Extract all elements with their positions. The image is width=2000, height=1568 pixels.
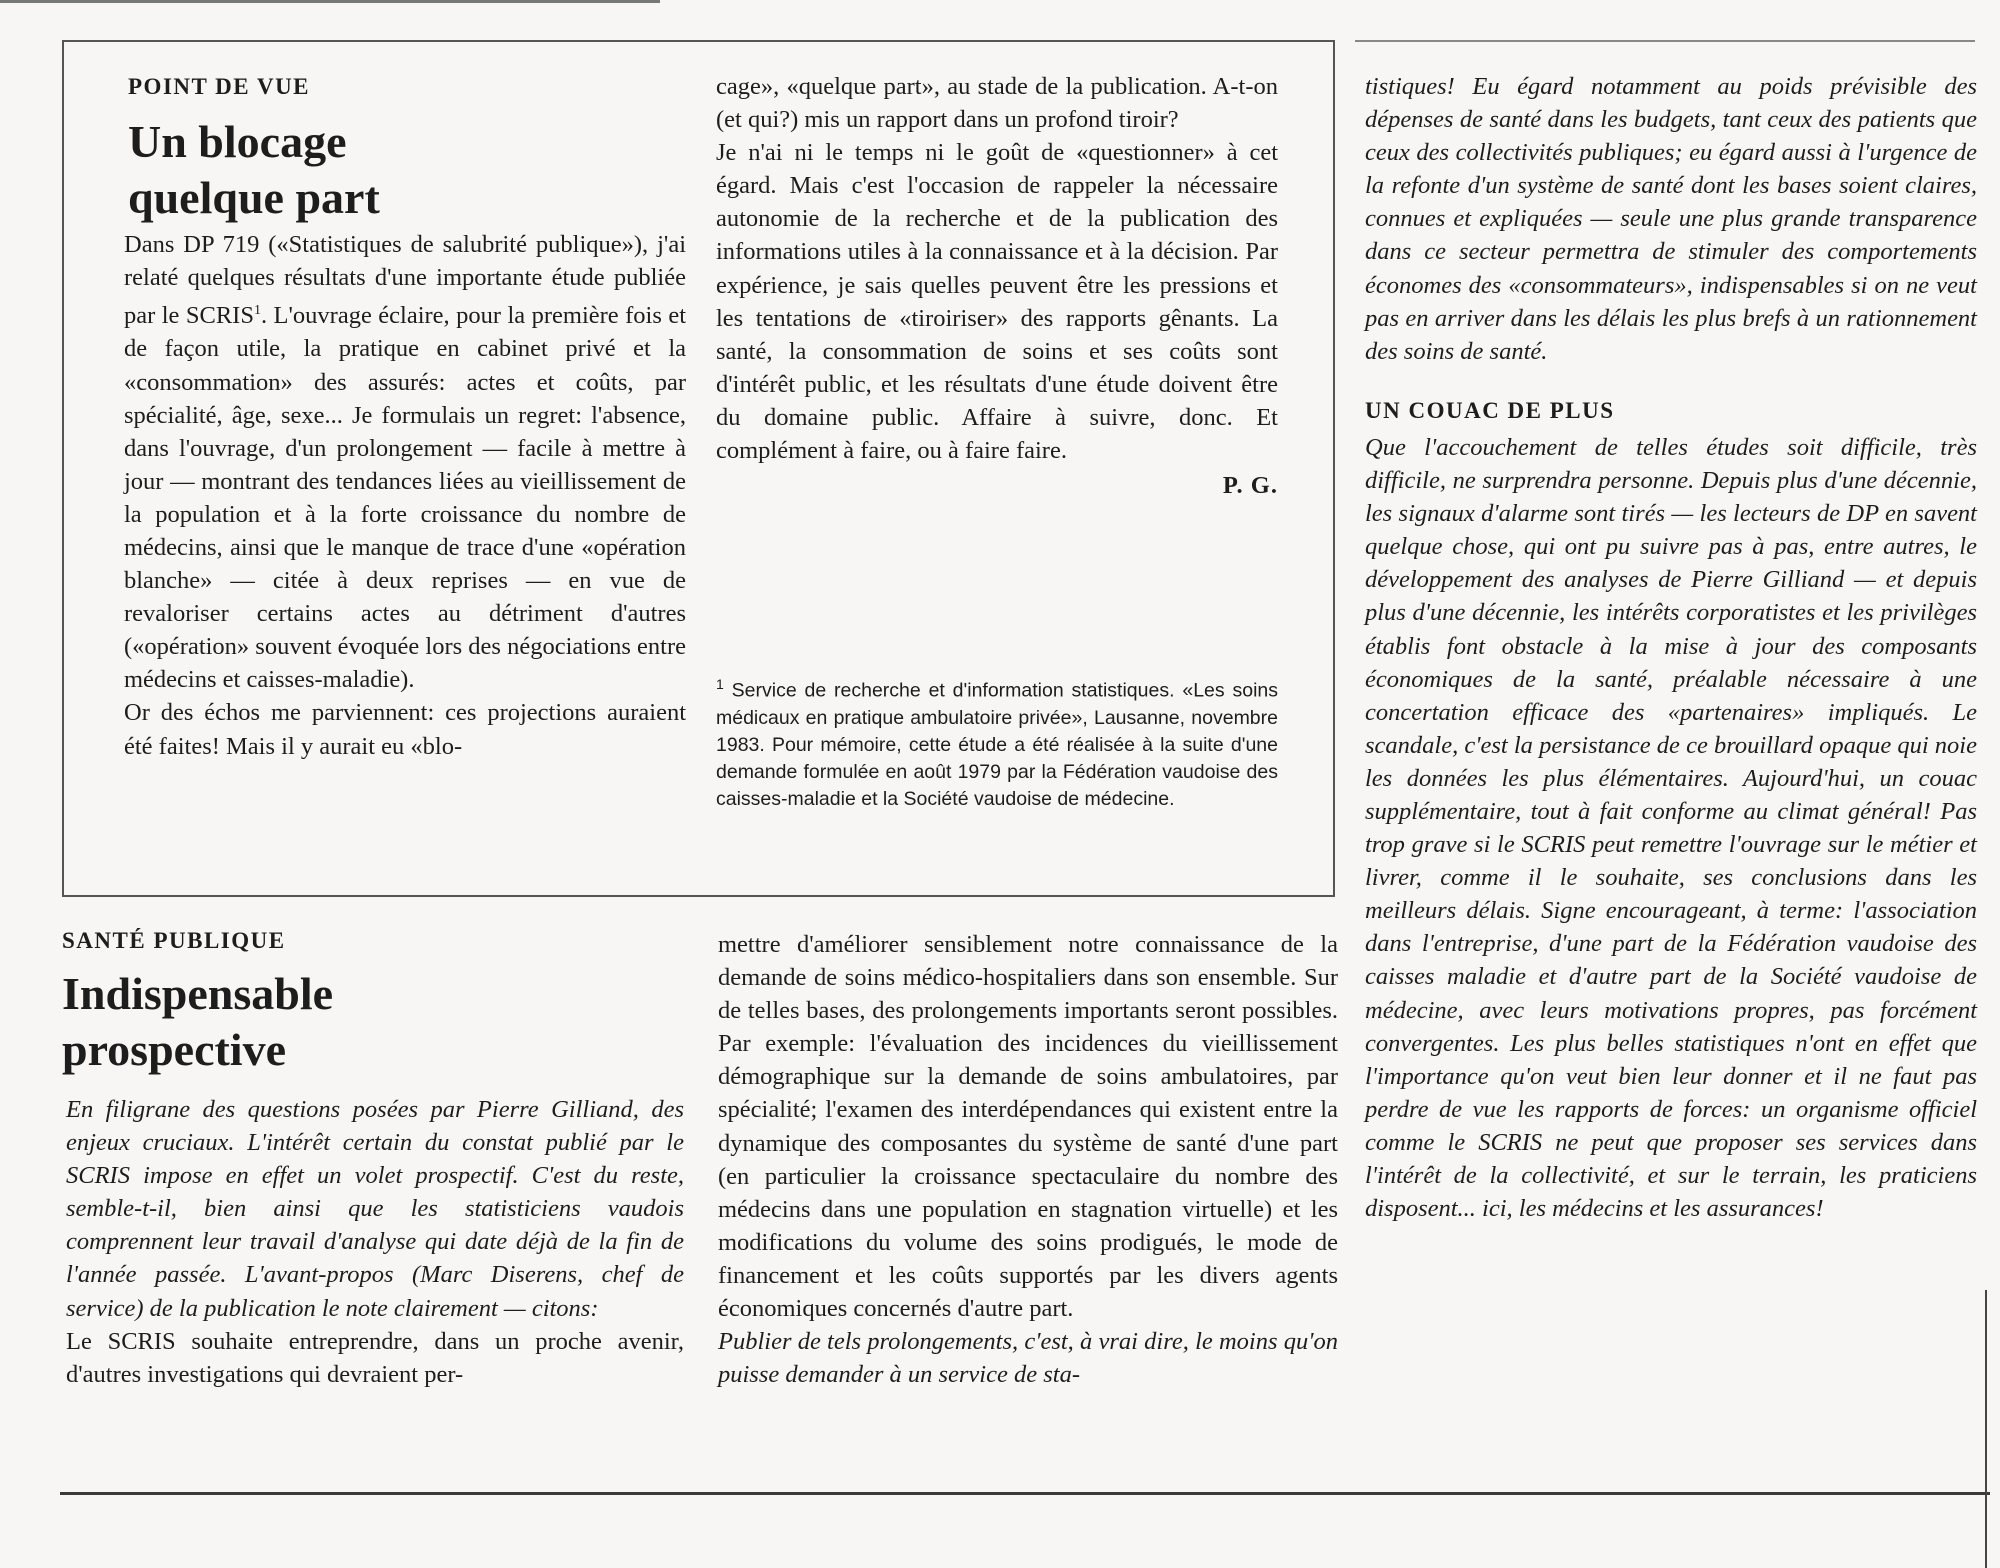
headline-line-1: Un blocage xyxy=(128,116,347,167)
column-3 xyxy=(1365,70,1977,1225)
headline-line-2: prospective xyxy=(62,1024,287,1075)
paragraph: mettre d'améliorer sensiblement notre connaissance de la demande de soins médico-hospitaliers dans son ensemble. Sur de telles bases, des prolongements importants seront possibles. Par exemple: l'évaluation des incidences du vieillissement démographique sur la demande de soins ambulatoires, par spécialité; l'examen des interdépendances qui existent entre la dynamique des composantes du système de santé d'une part (en particulier la croissance spectaculaire du nombre des médecins dans une population en stagnation virtuelle) et les modifications du volume des soins prodigués, le mode de financement et les coûts supportés par les divers agents économiques concernés d'autre part. xyxy=(718,931,1338,1323)
footnote xyxy=(716,671,1278,814)
bottom-rule xyxy=(60,1492,1990,1495)
paragraph: Que l'accouchement de telles études soit difficile, très difficile, ne surprendra personne. Depuis plus d'une décennie, les signaux d'alarme sont tirés — les lecteurs de DP en savent quelque chose, qui ont pu suivre pas à pas, entre autres, le développement des analyses de Pierre Gilliand — et depuis plus d'une décennie, les intérêts corporatistes et les privilèges établis font obstacle à la mise à jour des composants économiques de la santé, préalable nécessaire à une concertation efficace des «partenaires» impliqués. Le scandale, c'est la persistance de ce brouillard opaque qui noie les données les plus élémentaires. Aujourd'hui, un couac supplémentaire, tout à fait conforme au climat général! Pas trop grave si le SCRIS peut remettre l'ouvrage sur le métier et livrer, comme il le souhaite, ses conclusions dans les meilleurs délais. Signe encourageant, à terme: l'association dans l'entreprise, d'une part de la Fédération vaudoise des caisses maladie et d'autre part de la Société vaudoise de médecine, avec leurs motivations propres, pas forcément convergentes. Les plus belles statistiques n'ont en effet que l'importance qu'on veut bien leur donner et il ne faut pas perdre de vue les rapports de forces: un organisme officiel comme le SCRIS ne peut que proposer ses services dans l'intérêt de la collectivité, et sur le terrain, les praticiens disposent... ici, les médecins et les assurances! xyxy=(1365,433,1977,1223)
column-1 xyxy=(124,228,686,763)
footnote-text: Service de recherche et d'information statistiques. «Les soins médicaux en pratique ambulatoire privée», Lausanne, novembre 1983. Pour mémoire, cette étude a été réalisée à la suite d'une demande formulée en août 1979 par la Fédération vaudoise des caisses-maladie et la Société vaudoise de médecine. xyxy=(716,679,1278,811)
subhead-couac: UN COUAC DE PLUS xyxy=(1365,397,1615,423)
paragraph: Publier de tels prolongements, c'est, à vrai dire, le moins qu'on puisse demander à un service de sta- xyxy=(718,1328,1338,1389)
column-2 xyxy=(716,70,1278,502)
kicker-sante-publique: SANTÉ PUBLIQUE xyxy=(62,928,286,953)
paragraph xyxy=(124,228,686,696)
box-top-border xyxy=(62,40,1335,42)
text: Dans DP 719 («Statistiques de salubrité publique»), j'ai relaté quelques résultats d'une importante étude publiée par le SCRIS xyxy=(124,231,686,330)
signature: P. G. xyxy=(1222,472,1278,500)
footnote-mark: 1 xyxy=(716,676,724,692)
intro-paragraph: En filigrane des questions posées par Pierre Gilliand, des enjeux cruciaux. L'intérêt certain du constat publié par le SCRIS impose en effet un volet prospectif. C'est du reste, semble-t-il, bien ainsi que les statisticiens vaudois comprennent leur travail d'analyse qui date déjà de la fin de l'année passée. L'avant-propos (Marc Diserens, chef de service) de la publication le note clairement — citons: xyxy=(66,1096,684,1322)
top-rule-right xyxy=(1355,40,1975,42)
box-bottom-border xyxy=(62,895,1335,897)
footnote-ref[interactable]: 1 xyxy=(253,303,261,319)
box-left-border xyxy=(62,40,64,895)
headline-line-1: Indispensable xyxy=(62,968,334,1019)
top-rule xyxy=(0,0,660,3)
headline-prospective xyxy=(62,966,333,1078)
paragraph: cage», «quelque part», au stade de la publication. A-t-on (et qui?) mis un rapport dans un profond tiroir? xyxy=(716,73,1278,134)
kicker-point-de-vue: POINT DE VUE xyxy=(128,74,311,99)
headline-blocage xyxy=(128,114,380,226)
quote-paragraph: Le SCRIS souhaite entreprendre, dans un proche avenir, d'autres investigations qui devraient per- xyxy=(66,1327,684,1388)
box-right-border xyxy=(1333,40,1335,895)
column-2 xyxy=(718,928,1338,1391)
headline-line-2: quelque part xyxy=(128,172,380,223)
paragraph: Je n'ai ni le temps ni le goût de «questionner» à cet égard. Mais c'est l'occasion de rappeler la nécessaire autonomie de la recherche et de la publication des informations utiles à la connaissance et à la décision. Par expérience, je sais quelles peuvent être les pressions et les tentations de «tiroiriser» des rapports gênants. La santé, la consommation de soins et ses coûts sont d'intérêt public, et les résultats d'une étude doivent être du domaine public. Affaire à suivre, donc. Et complément à faire, ou à faire faire. xyxy=(716,139,1278,465)
text: . L'ouvrage éclaire, pour la première fois et de façon utile, la pratique en cabinet privé et la «consommation» des assurés: actes et coûts, par spécialité, âge, sexe... Je formulais un regret: l'absence, dans l'ouvrage, d'un prolongement — facile à mettre à jour — montrant des tendances liées au vieillissement de la population et à la forte croissance du nombre de médecins, ainsi que le manque de trace d'une «opération blanche» — citée à deux reprises — en vue de revaloriser certains actes au détriment d'autres («opération» souvent évoquée lors des négociations entre médecins et caisses-maladie). xyxy=(124,302,686,694)
right-edge-rule xyxy=(1985,1290,1987,1568)
paragraph: Or des échos me parviennent: ces projections auraient été faites! Mais il y aurait eu «blo- xyxy=(124,699,686,760)
paragraph: tistiques! Eu égard notamment au poids prévisible des dépenses de santé dans les budgets, tant ceux des patients que ceux des collectivités publiques; eu égard aussi à l'urgence de la refonte d'un système de santé dont les bases soient claires, connues et expliquées — seule une plus grande transparence dans ce secteur permettra de stimuler des comportements économes des «consommateurs», indispensables si on ne veut pas en arriver dans les délais les plus brefs à un rationnement des soins de santé. xyxy=(1365,73,1977,365)
column-1 xyxy=(66,1093,684,1391)
